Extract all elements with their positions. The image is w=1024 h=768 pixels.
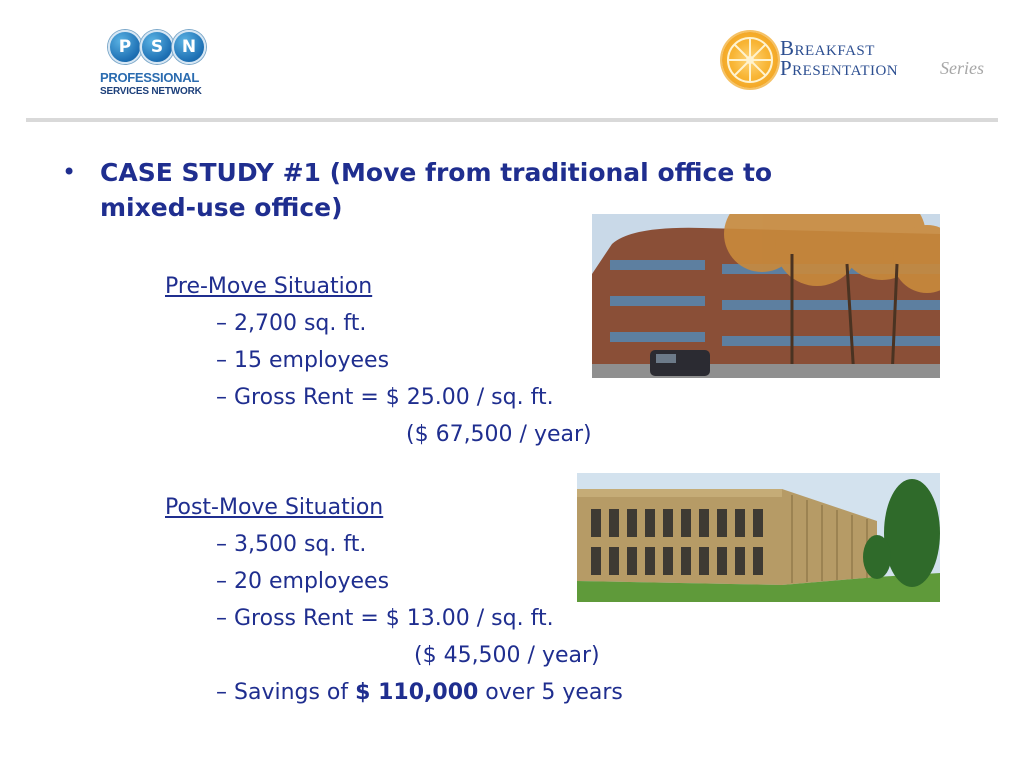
slide-heading-line1: CASE STUDY #1 (Move from traditional office to <box>100 158 773 187</box>
psn-logo-letters <box>108 30 204 64</box>
pre-move-item: – 2,700 sq. ft. <box>216 311 367 336</box>
post-move-building-photo <box>577 473 940 602</box>
post-move-item: – Gross Rent = $ 13.00 / sq. ft. <box>216 606 554 631</box>
orange-slice-icon <box>722 32 778 88</box>
header-divider <box>26 118 998 122</box>
pre-move-annual-rent: ($ 67,500 / year) <box>406 422 592 447</box>
bp-logo-word1: Breakfast <box>780 36 875 60</box>
pre-move-item: – Gross Rent = $ 25.00 / sq. ft. <box>216 385 554 410</box>
psn-letter-p: P <box>108 30 142 64</box>
post-move-title: Post-Move Situation <box>165 495 384 520</box>
slide-heading-line2: mixed-use office) <box>100 193 343 222</box>
psn-letter-n: N <box>172 30 206 64</box>
psn-logo-line2: SERVICES NETWORK <box>100 86 202 97</box>
post-move-item: – 3,500 sq. ft. <box>216 532 367 557</box>
post-move-item: – 20 employees <box>216 569 390 594</box>
psn-logo <box>100 30 220 100</box>
bp-logo-series: Series <box>940 58 984 78</box>
breakfast-presentation-logo <box>722 30 1002 94</box>
savings-line <box>216 680 623 705</box>
bp-logo-word2: Presentation <box>780 56 899 80</box>
savings-prefix: – Savings of <box>216 680 356 705</box>
savings-amount: $ 110,000 <box>355 680 479 705</box>
pre-move-building-photo <box>592 214 940 378</box>
pre-move-item: – 15 employees <box>216 348 390 373</box>
heading-bullet: • <box>62 158 77 186</box>
psn-letter-s: S <box>140 30 174 64</box>
post-move-annual-rent: ($ 45,500 / year) <box>414 643 600 668</box>
psn-logo-line1: PROFESSIONAL <box>100 70 199 85</box>
pre-move-title: Pre-Move Situation <box>165 274 373 299</box>
savings-suffix: over 5 years <box>478 680 623 705</box>
